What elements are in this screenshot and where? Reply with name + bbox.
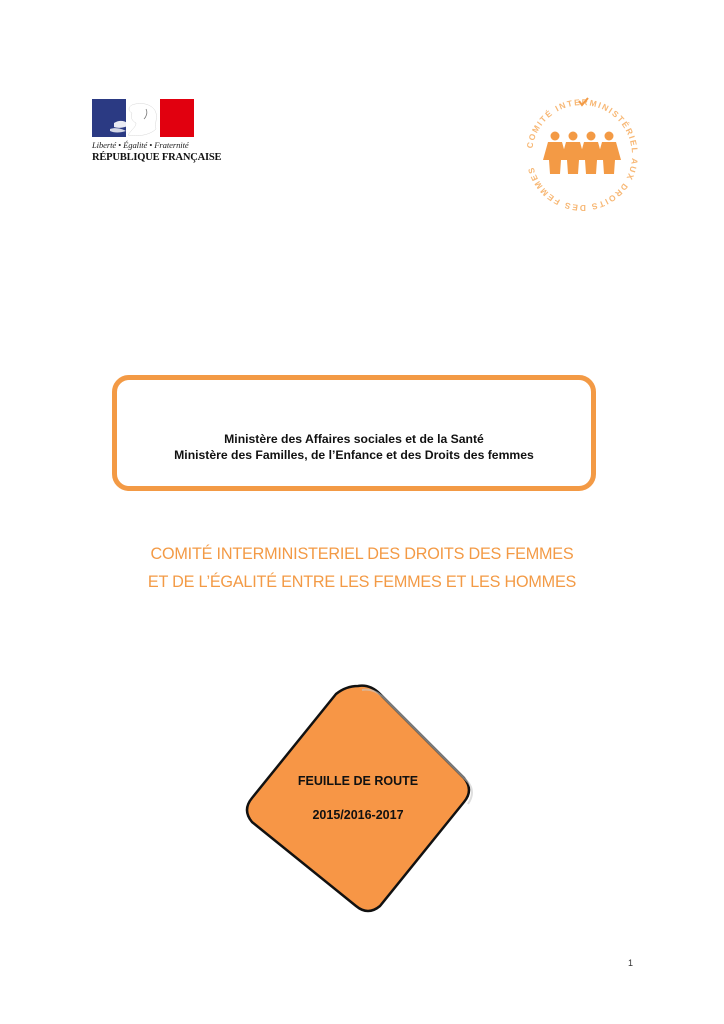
ministry-line-2: Ministère des Familles, de l’Enfance et des Droits des femmes [174, 448, 534, 462]
republique-francaise-logo [92, 99, 222, 167]
ministry-line-1: Ministère des Affaires sociales et de la Santé [224, 432, 484, 446]
republic-name: RÉPUBLIQUE FRANÇAISE [92, 152, 222, 163]
roadmap-label: FEUILLE DE ROUTE [297, 774, 419, 788]
women-figures-seal-icon [517, 90, 647, 220]
marianne-flag-icon [92, 99, 194, 137]
main-title-line-2: ET DE L’ÉGALITÉ ENTRE LES FEMMES ET LES HOMMES [147, 573, 577, 591]
ministry-box [112, 375, 596, 491]
roadmap-years: 2015/2016-2017 [312, 808, 404, 822]
roadmap-diamond [240, 682, 476, 918]
republic-motto: Liberté • Égalité • Fraternité [92, 140, 189, 150]
main-title-line-1: COMITÉ INTERMINISTERIEL DES DROITS DES FEMMES [150, 545, 574, 563]
seal-ring-text: COMITÉ INTERMINISTÉRIEL AUX DROITS DES FEMMES [524, 96, 641, 214]
page-number: 1 [628, 958, 634, 968]
